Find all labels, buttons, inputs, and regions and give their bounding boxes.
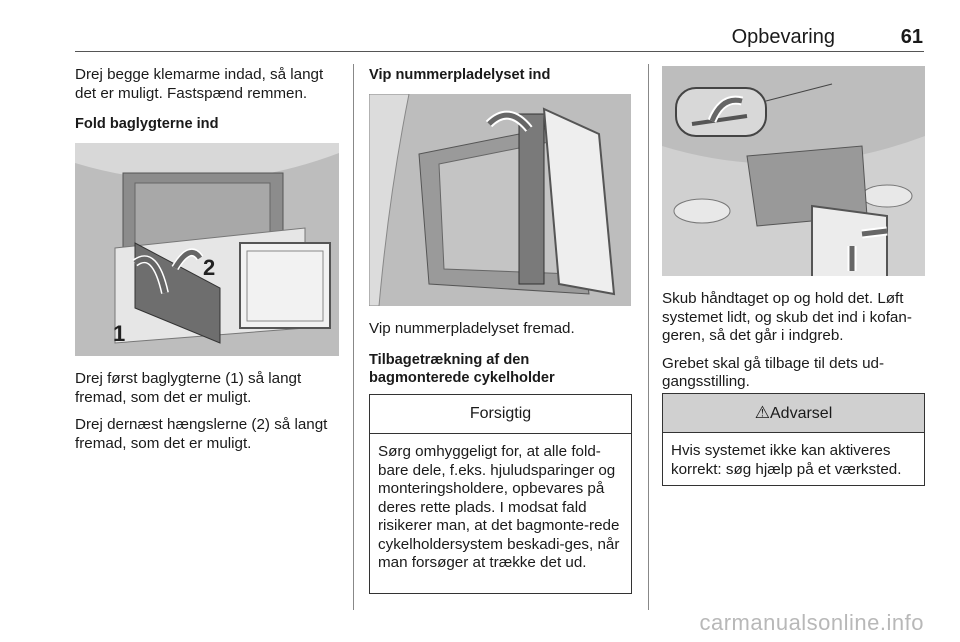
page-number: 61 [900, 26, 923, 48]
column-2 [369, 66, 637, 85]
paragraph: Drej begge klemarme indad, så langt det er muligt. Fastspænd remmen. [75, 66, 324, 102]
caution-box [369, 394, 632, 594]
figure-fold-rear-lights [75, 143, 339, 356]
push-in-holder-illustration [662, 66, 925, 276]
figure-label-2: 2 [203, 255, 216, 280]
page-header [0, 26, 923, 48]
section-title: Opbevaring [731, 26, 835, 48]
warning-header [663, 394, 924, 433]
footer-watermark: carmanualsonline.info [699, 610, 924, 635]
heading-retract-holder [369, 351, 639, 388]
header-rule [75, 51, 924, 52]
paragraph: Drej først baglygterne (1) så langt fremad, som det er muligt. [75, 370, 302, 406]
figure-push-in-holder [662, 66, 925, 276]
paragraph: Grebet skal gå tilbage til dets ud-gangsstilling. [662, 354, 885, 390]
caution-body: Sørg omhyggeligt for, at alle fold-bare dele, f.eks. hjuludsparinger og monteringsholdere, opbevares på deres rette plads. I modsat fald risikerer man, at det bagmonte-rede cykelholdersystem beskadi-ges, når man forsøger at trække det ud. [378, 443, 620, 571]
caution-title: Forsigtig [370, 395, 631, 434]
paragraph: Skub håndtaget op og hold det. Løft systemet lidt, og skub det ind i kofan-geren, så det går i indgreb. [662, 290, 912, 344]
figure-label-1: 1 [113, 321, 126, 346]
paragraph: Drej dernæst hængslerne (2) så langt fremad, som det er muligt. [75, 416, 328, 452]
heading-line: Tilbagetrækning af den [369, 351, 530, 368]
column-2-lower [369, 320, 639, 388]
paragraph: Vip nummerpladelyset fremad. [369, 320, 575, 337]
warning-box [662, 393, 925, 486]
heading-license-plate-light: Vip nummerpladelyset ind [369, 67, 551, 83]
column-3 [662, 290, 930, 392]
heading-line: bagmonterede cykelholder [369, 370, 555, 386]
license-plate-light-illustration [369, 94, 631, 306]
column-divider-1 [353, 64, 354, 610]
figure-license-plate-light [369, 94, 631, 306]
column-1 [75, 66, 343, 134]
column-divider-2 [648, 64, 649, 610]
warning-triangle-icon: ⚠ [754, 403, 770, 422]
warning-body: Hvis systemet ikke kan aktiveres korrekt: søg hjælp på et værksted. [671, 442, 902, 478]
heading-fold-rear-lights: Fold baglygterne ind [75, 116, 219, 132]
warning-title: Advarsel [770, 405, 833, 422]
column-1-lower [75, 370, 350, 453]
